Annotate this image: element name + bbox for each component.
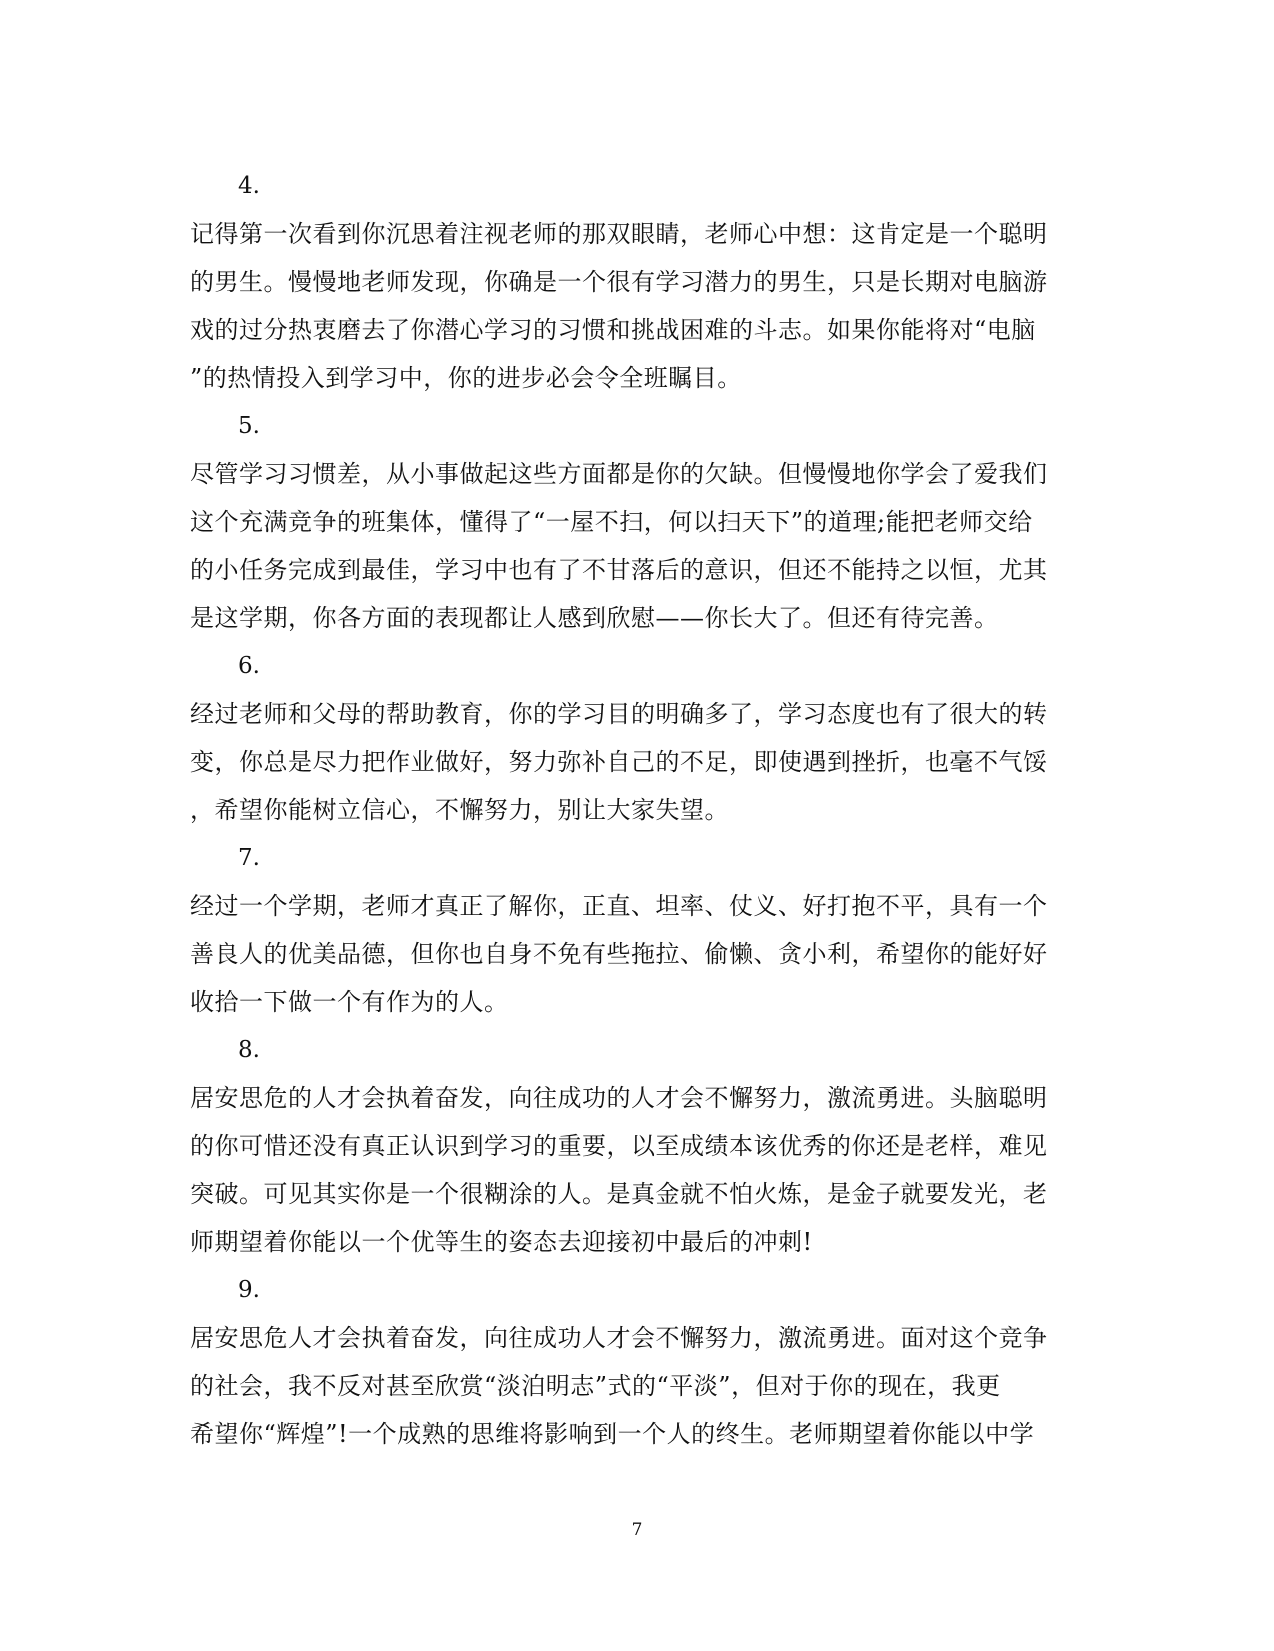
text-line: 收拾一下做一个有作为的人。 [190, 988, 509, 1016]
item-paragraph [190, 450, 1085, 642]
text-line: 居安思危的人才会执着奋发，向往成功的人才会不懈努力，激流勇进。头脑聪明 [190, 1084, 1048, 1112]
text-line: ，希望你能树立信心，不懈努力，别让大家失望。 [190, 796, 729, 824]
item-number: 6. [238, 653, 260, 679]
text-line: 的社会，我不反对甚至欣赏“淡泊明志”式的“平淡”，但对于你的现在，我更 [190, 1372, 1001, 1400]
text-line: 变，你总是尽力把作业做好，努力弥补自己的不足，即使遇到挫折，也毫不气馁 [190, 748, 1048, 776]
item-number: 4. [238, 173, 260, 199]
text-line: 善良人的优美品德，但你也自身不免有些拖拉、偷懒、贪小利，希望你的能好好 [190, 940, 1048, 968]
text-line: 记得第一次看到你沉思着注视老师的那双眼睛，老师心中想：这肯定是一个聪明 [190, 220, 1048, 248]
item-number: 5. [238, 413, 260, 439]
item-paragraph [190, 882, 1085, 1026]
item-paragraph [190, 1314, 1085, 1458]
item-paragraph [190, 690, 1085, 834]
list-item [190, 1026, 1085, 1266]
item-number: 8. [238, 1037, 260, 1063]
text-line: 戏的过分热衷磨去了你潜心学习的习惯和挑战困难的斗志。如果你能将对“电脑 [190, 316, 1036, 344]
text-line: 这个充满竞争的班集体，懂得了“一屋不扫，何以扫天下”的道理;能把老师交给 [190, 508, 1033, 536]
text-line: ”的热情投入到学习中，你的进步必会令全班瞩目。 [190, 364, 742, 392]
page-number: 7 [631, 1520, 643, 1540]
list-item [190, 162, 1085, 402]
text-line: 希望你“辉煌”!一个成熟的思维将影响到一个人的终生。老师期望着你能以中学 [190, 1420, 1035, 1448]
text-line: 是这学期，你各方面的表现都让人感到欣慰——你长大了。但还有待完善。 [190, 604, 999, 632]
item-number: 7. [238, 845, 260, 871]
text-line: 居安思危人才会执着奋发，向往成功人才会不懈努力，激流勇进。面对这个竞争 [190, 1324, 1048, 1352]
list-item [190, 834, 1085, 1026]
text-line: 突破。可见其实你是一个很糊涂的人。是真金就不怕火炼，是金子就要发光，老 [190, 1180, 1048, 1208]
list-item [190, 1266, 1085, 1458]
item-paragraph [190, 1074, 1085, 1266]
document-body [190, 162, 1085, 1458]
text-line: 的男生。慢慢地老师发现，你确是一个很有学习潜力的男生，只是长期对电脑游 [190, 268, 1048, 296]
list-item [190, 402, 1085, 642]
list-item [190, 642, 1085, 834]
text-line: 经过老师和父母的帮助教育，你的学习目的明确多了，学习态度也有了很大的转 [190, 700, 1048, 728]
item-number: 9. [238, 1277, 260, 1303]
text-line: 经过一个学期，老师才真正了解你，正直、坦率、仗义、好打抱不平，具有一个 [190, 892, 1048, 920]
text-line: 师期望着你能以一个优等生的姿态去迎接初中最后的冲刺! [190, 1228, 813, 1256]
text-line: 尽管学习习惯差，从小事做起这些方面都是你的欠缺。但慢慢地你学会了爱我们 [190, 460, 1048, 488]
item-paragraph [190, 210, 1085, 402]
text-line: 的你可惜还没有真正认识到学习的重要，以至成绩本该优秀的你还是老样，难见 [190, 1132, 1048, 1160]
text-line: 的小任务完成到最佳，学习中也有了不甘落后的意识，但还不能持之以恒，尤其 [190, 556, 1048, 584]
